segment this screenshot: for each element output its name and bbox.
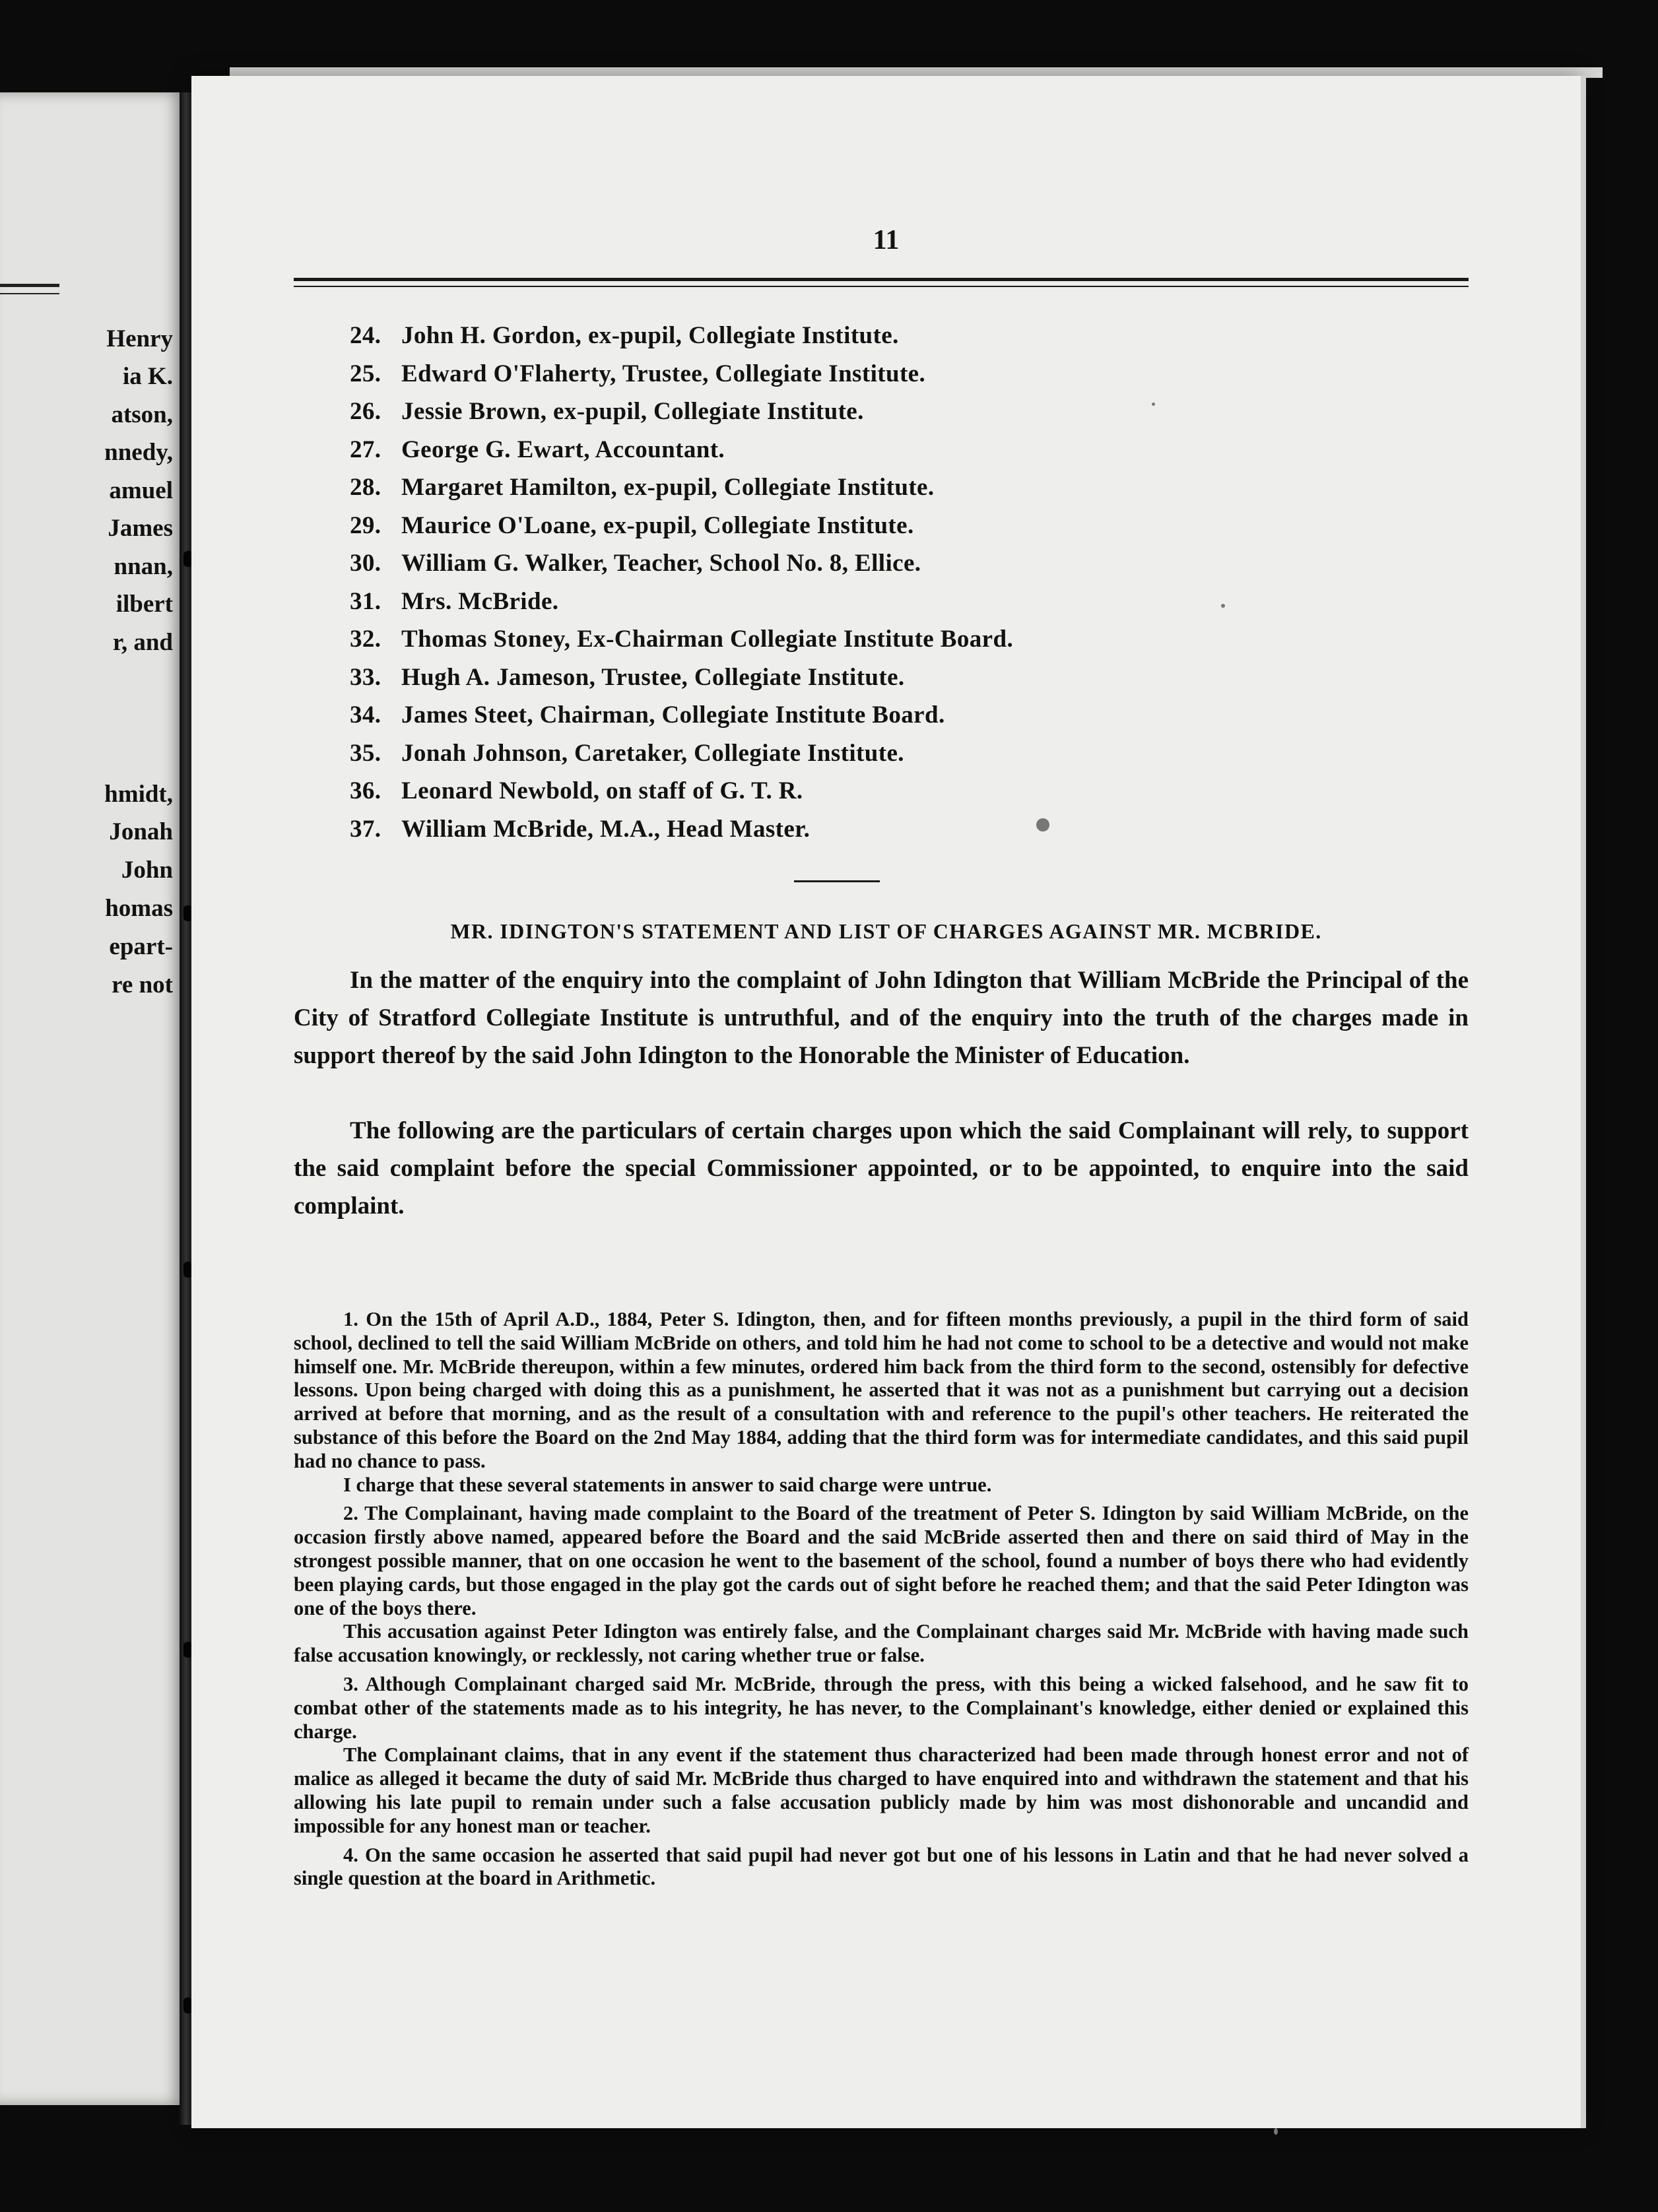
left-fragment: James	[108, 515, 173, 542]
left-fragment: hmidt,	[104, 781, 173, 808]
list-item-text: George G. Ewart, Accountant.	[401, 436, 725, 463]
list-item-text: Mrs. McBride.	[401, 587, 559, 615]
left-page-rule-thin	[0, 293, 59, 294]
intro-paragraph	[294, 1112, 1469, 1225]
ink-speck	[1152, 403, 1155, 406]
ink-speck	[1221, 604, 1225, 608]
list-item	[350, 507, 1013, 545]
list-item	[350, 810, 1013, 849]
list-item-number: 37.	[350, 815, 381, 843]
list-item	[350, 431, 1013, 469]
left-page-rule	[0, 284, 59, 287]
header-rule-thin	[294, 286, 1469, 287]
left-fragment: nnan,	[114, 553, 173, 580]
left-fragment: Jonah	[109, 818, 173, 845]
list-item-text: Maurice O'Loane, ex-pupil, Collegiate Institute.	[401, 511, 914, 539]
charge-paragraph: This accusation against Peter Idington was entirely false, and the Complainant charges said Mr. McBride with having made such false accusation knowingly, or recklessly, not caring whether true or false.	[294, 1620, 1469, 1667]
witness-list	[350, 317, 1013, 848]
section-divider	[794, 880, 880, 882]
list-item	[350, 544, 1013, 583]
list-item	[350, 583, 1013, 621]
left-fragment: amuel	[109, 477, 173, 504]
section-heading: MR. IDINGTON'S STATEMENT AND LIST OF CHARGES AGAINST MR. MCBRIDE.	[450, 919, 1322, 943]
ink-speck	[1274, 2128, 1278, 2135]
list-item-number: 32.	[350, 626, 381, 653]
header-rule	[294, 278, 1469, 281]
list-item-number: 31.	[350, 587, 381, 615]
list-item	[350, 620, 1013, 659]
list-item-text: Hugh A. Jameson, Trustee, Collegiate Institute.	[401, 663, 905, 691]
list-item-number: 24.	[350, 322, 381, 349]
charges-list	[294, 1308, 1469, 1891]
left-fragment: atson,	[111, 401, 173, 428]
charge-paragraph: The Complainant claims, that in any event if the statement thus characterized had been made through honest error and not of malice as alleged it became the duty of said Mr. McBride thus charged to have enquired into and withdrawn the statement and that his allowing his late pupil to remain under such a false accusation publicly made by him was most dishonorable and uncandid and impossible for any honest man or teacher.	[294, 1743, 1469, 1837]
list-item-number: 36.	[350, 777, 381, 804]
list-item-number: 28.	[350, 474, 381, 501]
charge-paragraph: 2. The Complainant, having made complaint to the Board of the treatment of Peter S. Idington by said William McBride, on the occasion firstly above named, appeared before the Board and the said McBride asserted then and there on said third of May in the strongest possible manner, that on one occasion he went to the basement of the school, found a number of boys there who had evidently been playing cards, but those engaged in the play got the cards out of sight before he reached them; and that the said Peter Idington was one of the boys there.	[294, 1502, 1469, 1619]
left-fragment: homas	[105, 895, 173, 922]
charge-paragraph: 3. Although Complainant charged said Mr. McBride, through the press, with this being a wicked falsehood, and he saw fit to combat other of the statements made as to his integrity, he has never, to the Complainant's knowledge, either denied or explained this charge.	[294, 1672, 1469, 1743]
list-item-text: Leonard Newbold, on staff of G. T. R.	[401, 777, 803, 804]
list-item	[350, 355, 1013, 393]
list-item	[350, 393, 1013, 431]
left-fragment: Henry	[106, 325, 173, 352]
left-fragment: epart-	[109, 933, 173, 960]
list-item-text: Edward O'Flaherty, Trustee, Collegiate Institute.	[401, 360, 926, 387]
list-item-number: 35.	[350, 739, 381, 767]
left-fragment: re not	[112, 971, 173, 998]
list-item-text: Thomas Stoney, Ex-Chairman Collegiate Institute Board.	[401, 626, 1014, 653]
intro-paragraph	[294, 961, 1469, 1074]
list-item-number: 27.	[350, 436, 381, 463]
charge-paragraph: 1. On the 15th of April A.D., 1884, Peter S. Idington, then, and for fifteen months previously, a pupil in the third form of said school, declined to tell the said William McBride on others, and told him he had not come to school to be a detective and would not make himself one. Mr. McBride thereupon, within a few minutes, ordered him back from the third form to the second, ostensibly for defective lessons. Upon being charged with doing this as a punishment, he asserted that it was not as a punishment but carrying out a decision arrived at before that morning, and as the result of a consultation with and reference to the pupil's other teachers. He reiterated the substance of this before the Board on the 2nd May 1884, adding that the third form was for intermediate candidates, and this said pupil had no chance to pass.	[294, 1308, 1469, 1472]
ink-speck	[1036, 818, 1049, 831]
charge-paragraph: 4. On the same occasion he asserted that said pupil had never got but one of his lessons in Latin and that he had never solved a single question at the board in Arithmetic.	[294, 1843, 1469, 1890]
left-fragment: nnedy,	[104, 439, 173, 466]
left-fragment: John	[121, 857, 173, 884]
left-fragment: ilbert	[116, 591, 173, 618]
intro-text: In the matter of the enquiry into the complaint of John Idington that William McBride the Principal of the City of Stratford Collegiate Institute is untruthful, and of the enquiry into the truth of the charges made in support thereof by the said John Idington to the Honorable the Minister of Education.	[294, 967, 1469, 1069]
list-item	[350, 772, 1013, 810]
list-item-text: Jessie Brown, ex-pupil, Collegiate Institute.	[401, 398, 864, 425]
left-fragment: ia K.	[122, 363, 173, 390]
left-fragment: r, and	[112, 629, 173, 656]
list-item-text: Jonah Johnson, Caretaker, Collegiate Institute.	[401, 739, 904, 767]
list-item	[350, 696, 1013, 734]
list-item-number: 26.	[350, 398, 381, 425]
document-page	[191, 76, 1581, 2128]
list-item	[350, 469, 1013, 507]
list-item	[350, 317, 1013, 355]
list-item-text: John H. Gordon, ex-pupil, Collegiate Institute.	[401, 322, 899, 349]
page-number: 11	[873, 225, 900, 255]
list-item-number: 30.	[350, 550, 381, 577]
list-item	[350, 659, 1013, 697]
list-item-number: 34.	[350, 701, 381, 729]
list-item-text: Margaret Hamilton, ex-pupil, Collegiate Institute.	[401, 474, 935, 501]
list-item-number: 29.	[350, 511, 381, 539]
left-facing-page	[0, 92, 186, 2105]
list-item	[350, 734, 1013, 773]
list-item-number: 33.	[350, 663, 381, 691]
list-item-number: 25.	[350, 360, 381, 387]
list-item-text: William G. Walker, Teacher, School No. 8, Ellice.	[401, 550, 921, 577]
list-item-text: William McBride, M.A., Head Master.	[401, 815, 811, 843]
intro-text: The following are the particulars of certain charges upon which the said Complainant will rely, to support the said complaint before the special Commissioner appointed, or to be appointed, to enquire into the said complaint.	[294, 1117, 1469, 1220]
list-item-text: James Steet, Chairman, Collegiate Institute Board.	[401, 701, 945, 729]
charge-paragraph: I charge that these several statements in answer to said charge were untrue.	[343, 1473, 992, 1496]
